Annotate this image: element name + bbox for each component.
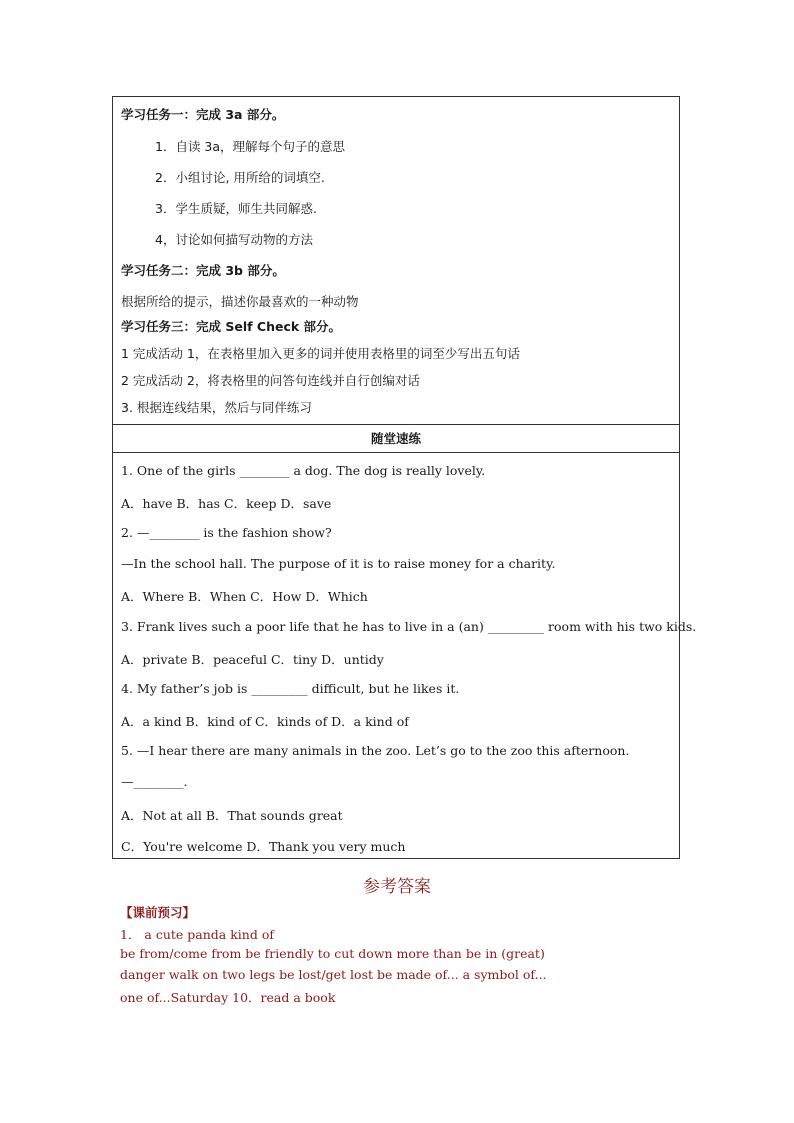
question-line: 2. —________ is the fashion show? [121, 525, 332, 540]
question-line: 1. One of the girls ________ a dog. The dog is really lovely. [121, 463, 486, 478]
task3-item: 1 完成活动 1，在表格里加入更多的词并使用表格里的词至少写出五句话 [121, 346, 520, 361]
task3-title: 学习任务三：完成 Self Check 部分。 [121, 319, 342, 334]
question-line: —In the school hall. The purpose of it is to raise money for a charity. [121, 556, 556, 571]
answers-section: 【课前预习】 [120, 905, 196, 920]
lesson-table [112, 96, 697, 859]
answer-line: be from/come from be friendly to cut down more than be in (great) [120, 946, 545, 961]
task3-item: 3. 根据连线结果，然后与同伴练习 [121, 400, 312, 415]
question-line: —________. [121, 774, 188, 789]
question-line: A．a kind B．kind of C．kinds of D．a kind of [121, 714, 409, 729]
question-line: 5. —I hear there are many animals in the zoo. Let’s go to the zoo this afternoon. [121, 743, 630, 758]
answer-line: 1． a cute panda kind of [120, 927, 274, 942]
answer-line: danger walk on two legs be lost/get lost be made of... a symbol of... [120, 967, 547, 982]
practice-header: 随堂速练 [370, 431, 421, 446]
question-line: A．have B．has C．keep D．save [121, 496, 332, 511]
task1-title: 学习任务一：完成 3a 部分。 [121, 107, 285, 122]
divider [113, 452, 679, 453]
answers-title: 参考答案 [363, 877, 431, 897]
task1-item: 2．小组讨论, 用所给的词填空. [155, 170, 325, 185]
answer-line: one of...Saturday 10．read a book [120, 990, 336, 1005]
task2-text: 根据所给的提示，描述你最喜欢的一种动物 [121, 294, 359, 309]
divider [113, 424, 679, 425]
question-line: 4. My father’s job is _________ difficult, but he likes it. [121, 681, 460, 696]
task1-item: 3．学生质疑，师生共同解惑. [155, 201, 317, 216]
task2-title: 学习任务二：完成 3b 部分。 [121, 263, 285, 278]
task1-item: 4，讨论如何描写动物的方法 [155, 232, 313, 247]
question-line: 3. Frank lives such a poor life that he has to live in a (an) _________ room with his two kids. [121, 619, 697, 634]
question-line: A．private B．peaceful C．tiny D．untidy [121, 652, 384, 667]
task1-item: 1．自读 3a，理解每个句子的意思 [155, 139, 346, 154]
task3-item: 2 完成活动 2，将表格里的问答句连线并自行创编对话 [121, 373, 420, 388]
question-line: A．Where B．When C．How D．Which [121, 589, 368, 604]
question-line: C．You're welcome D．Thank you very much [121, 839, 406, 854]
question-line: A．Not at all B．That sounds great [121, 808, 343, 823]
